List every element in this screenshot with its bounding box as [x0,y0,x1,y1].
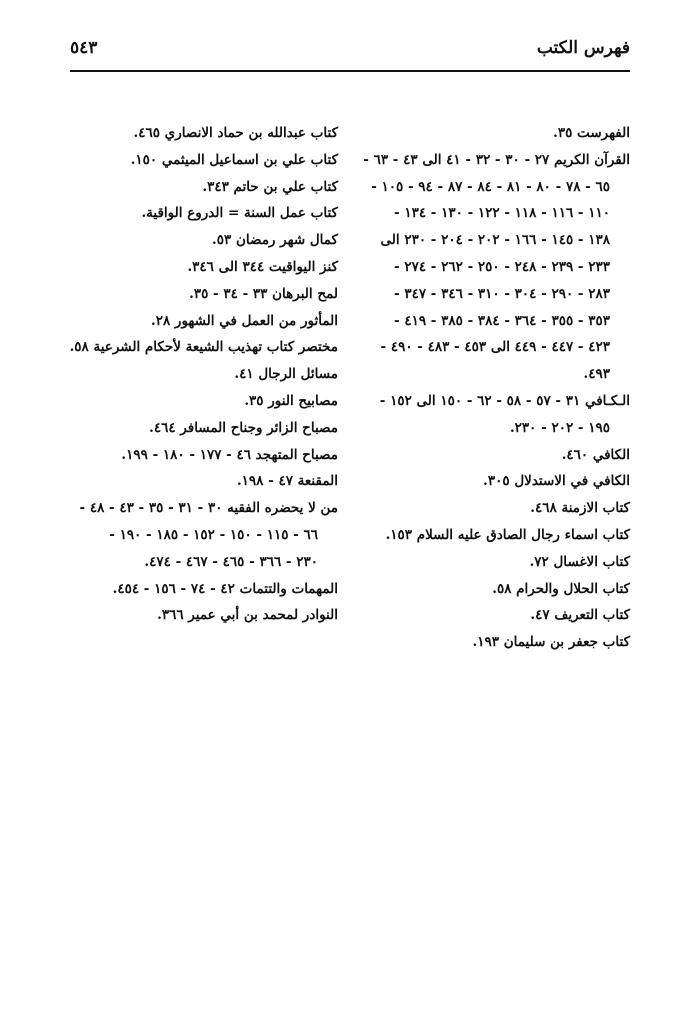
index-entry: كمال شهر رمضان ٥٣. [212,232,338,249]
index-entry: كتاب الازمنة ٤٦٨. [530,500,630,517]
index-entry: مختصر كتاب تهذيب الشيعة لأحكام الشرعية ٥٨. [69,339,338,356]
index-entry: كتاب جعفر بن سليمان ١٩٣. [472,634,630,651]
index-entry: الـكـافي ٣١ - ٥٧ - ٥٨ - ٦٢ - ١٥٠ الى ١٥٢ - [379,392,630,409]
index-entry-continuation: ٢٨٣ - ٢٩٠ - ٣٠٤ - ٣١٠ - ٣٤٦ - ٣٤٧ - [394,285,610,302]
index-entry: مسائل الرجال ٤١. [234,366,338,383]
index-entry: كتاب علي بن اسماعيل الميثمي ١٥٠. [130,151,338,168]
index-entry: كتاب التعريف ٤٧. [530,607,630,624]
index-entry: الفهرست ٣٥. [553,125,630,141]
index-entry: النوادر لمحمد بن أبي عمير ٣٦٦. [157,607,338,624]
index-entry: كتاب علي بن حاتم ٣٤٣. [202,178,338,195]
index-entry: كتاب اسماء رجال الصادق عليه السلام ١٥٣. [385,526,630,543]
index-entry-continuation: ٣٥٣ - ٣٥٥ - ٣٦٤ - ٣٨٤ - ٣٨٥ - ٤١٩ - [394,312,610,329]
index-entry: الكافي ٤٦٠. [561,446,630,463]
page-header [70,34,630,72]
index-entry-continuation: ٤٢٣ - ٤٤٧ - ٤٤٩ الى ٤٥٣ - ٤٨٣ - ٤٩٠ - [380,339,610,356]
index-entry-continuation: ٤٩٣. [583,366,610,383]
index-entry: كتاب الحلال والحرام ٥٨. [492,580,630,597]
page-title: فهرس الكتب [536,38,630,58]
index-column-right [363,120,630,656]
index-entry-continuation: ٦٥ - ٧٨ - ٨٠ - ٨١ - ٨٤ - ٨٧ - ٩٤ - ١٠٥ - [371,178,610,195]
index-entry: من لا يحضره الفقيه ٣٠ - ٣١ - ٣٥ - ٤٣ - ٤٨ - [79,500,338,517]
index-entry: مصباح الزائر وجناح المسافر ٤٦٤. [149,419,338,436]
index-entry: مصباح المتهجد ٤٦ - ١٧٧ - ١٨٠ - ١٩٩. [121,446,338,463]
index-entry-continuation: ٦٦ - ١١٥ - ١٥٠ - ١٥٢ - ١٨٥ - ١٩٠ - [109,526,318,543]
index-entry: القرآن الكريم ٢٧ - ٣٠ - ٣٢ - ٤١ الى ٤٣ - ٦٣ - [363,151,630,168]
index-entry-continuation: ١٣٨ - ١٤٥ - ١٦٦ - ٢٠٢ - ٢٠٤ - ٢٣٠ الى [380,232,610,249]
index-entry: المقنعة ٤٧ - ١٩٨. [236,473,338,490]
index-column-left [70,120,338,629]
index-entry-continuation: ٢٣٠ - ٣٦٦ - ٤٦٥ - ٤٦٧ - ٤٧٤. [144,553,318,570]
index-entry: مصابيح النور ٣٥. [244,392,338,409]
index-entry-continuation: ١١٠ - ١١٦ - ١١٨ - ١٢٢ - ١٣٠ - ١٣٤ - [394,205,610,222]
index-entry: كتاب عمل السنة = الدروع الواقية. [141,205,338,222]
index-entry: كتاب الاغسال ٧٢. [529,553,630,570]
index-entry-continuation: ١٩٥ - ٢٠٢ - ٢٣٠. [509,419,610,436]
index-entry: كتاب عبدالله بن حماد الانصاري ٤٦٥. [133,125,338,141]
index-entry: لمح البرهان ٣٣ - ٣٤ - ٣٥. [189,285,338,302]
index-entry: المهمات والتتمات ٤٢ - ٧٤ - ١٥٦ - ٤٥٤. [112,580,338,597]
index-entry: كنز اليواقيت ٣٤٤ الى ٣٤٦. [187,258,338,275]
index-entry-continuation: ٢٣٣ - ٢٣٩ - ٢٤٨ - ٢٥٠ - ٢٦٢ - ٢٧٤ - [394,258,610,275]
page-number: ٥٤٣ [70,38,98,58]
index-entry: الكافي في الاستدلال ٣٠٥. [483,473,630,490]
index-entry: المأثور من العمل في الشهور ٢٨. [151,312,338,329]
